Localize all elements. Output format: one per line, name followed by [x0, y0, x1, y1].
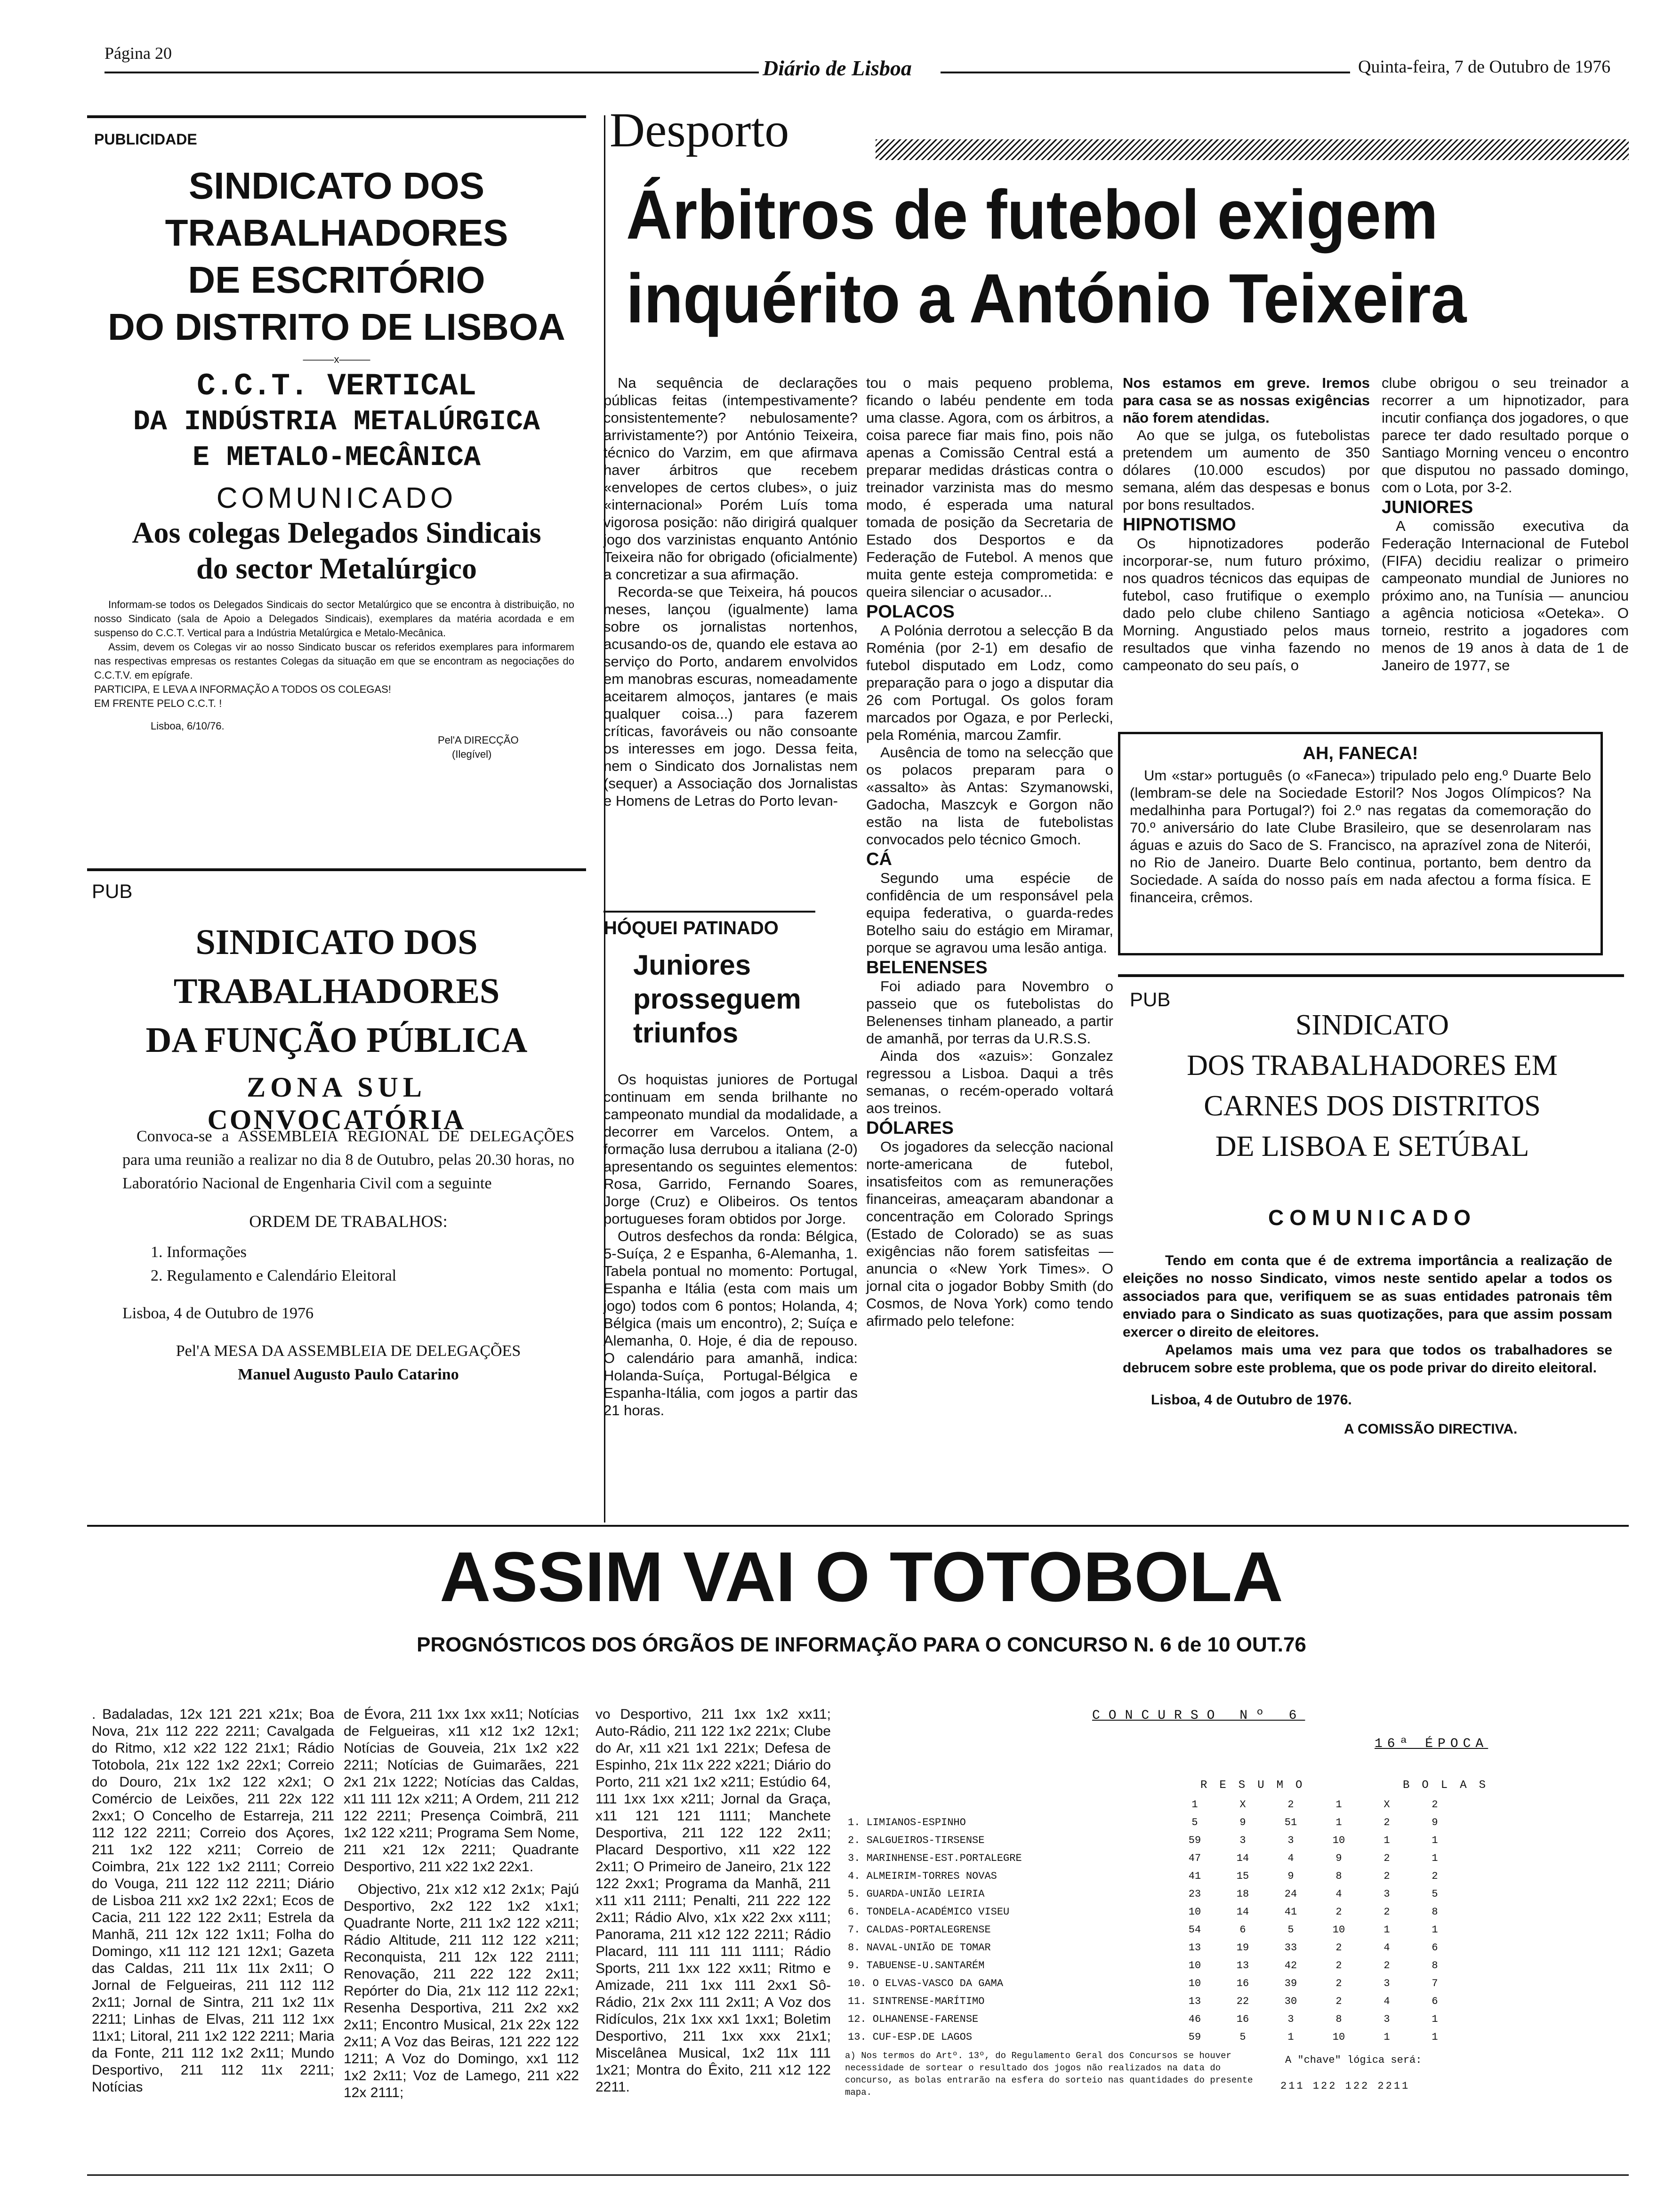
results-value: 10 — [1188, 1959, 1201, 1972]
results-value: 19 — [1236, 1941, 1249, 1954]
results-value: 4 — [1335, 1888, 1342, 1900]
results-value: 10 — [1332, 1923, 1345, 1936]
results-value: 2 — [1335, 1941, 1342, 1954]
chave-label: A "chave" lógica será: — [1285, 2054, 1422, 2066]
ad1-title — [89, 162, 584, 586]
results-value: 8 — [1335, 1870, 1342, 1882]
ad2-body — [122, 1125, 574, 1387]
results-header: 2 — [1432, 1798, 1438, 1811]
concurso-title: CONCURSO Nº 6 — [1092, 1708, 1305, 1723]
ad3-label: PUB — [1130, 988, 1171, 1010]
article-paragraph: Os hipnotizadores poderão incorporar-se, num futuro próximo, nos quadros técnicos das equipas de futebol, caso frutifique o exemplo dado pelo clube chileno Santiago Morning. Angustiado pelos maus resultados que vinha fazendo no campeonato do seu país, o — [1123, 535, 1370, 673]
totobola-col-2 — [344, 1706, 579, 2101]
hoquei-paragraph: Outros desfechos da ronda: Bélgica, 5-Suíça, 2 e Espanha, 6-Alemanha, 1. Tabela pontual no momento: Portugal, Espanha e Itália (esta com mais um jogo) todos com 6 pontos; Holanda, 4; Bélgica (mais um encontro), 2; Suíça e Alemanha, 0. Hoje, é dia de repouso. O calendário para amanhã, indica: Holanda-Suíça, Portugal-Bélgica e Espanha-Itália, com jogos a partir das 21 horas. — [603, 1228, 858, 1419]
totobola-top-rule — [87, 1525, 1629, 1527]
page-number: Página 20 — [105, 44, 172, 63]
results-value: 5 — [1239, 2031, 1246, 2043]
article-paragraph: Ao que se julga, os futebolistas pretendem um aumento de 350 dólares (10.000 escudos) por semana, além das despesas e bonus por bons resultados. — [1123, 427, 1370, 513]
ad3-body — [1123, 1252, 1612, 1438]
ad2-mesa: Pel'A MESA DA ASSEMBLEIA DE DELEGAÇÕES — [176, 1342, 521, 1360]
ad2-label: PUB — [92, 880, 133, 902]
article-paragraph: A comissão executiva da Federação Internacional de Futebol (FIFA) decidiu realizar o primeiro campeonato mundial de Juniores no próximo ano, na Tunísia — anunciou a agência noticiosa «Oeteka». O torneio, restrito a jogadores com menos de 19 anos à data de 1 de Janeiro de 1977, se — [1382, 518, 1629, 673]
ad3-signature: A COMISSÃO DIRECTIVA. — [1344, 1421, 1518, 1437]
ad1-title-line: DE ESCRITÓRIO — [188, 259, 485, 301]
results-match: 11. SINTRENSE-MARÍTIMO — [848, 1995, 985, 2007]
results-header: X — [1239, 1798, 1246, 1811]
results-value: 1 — [1384, 1834, 1390, 1846]
results-match: 8. NAVAL-UNIÃO DE TOMAR — [848, 1941, 991, 1954]
results-value: 18 — [1236, 1888, 1249, 1900]
article-paragraph: Ainda dos «azuis»: Gonzalez regressou a Lisboa. Daqui a três semanas, o recém-operado voltará aos treinos. — [866, 1048, 1113, 1116]
results-value: 8 — [1432, 1959, 1438, 1972]
results-value: 23 — [1188, 1888, 1201, 1900]
results-value: 16 — [1236, 1977, 1249, 1989]
results-body — [845, 1813, 1459, 2046]
results-value: 30 — [1284, 1995, 1297, 2007]
results-value: 1 — [1384, 2031, 1390, 2043]
ad2-signer: Manuel Augusto Paulo Catarino — [238, 1366, 459, 1383]
results-match: 5. GUARDA-UNIÃO LEIRIA — [848, 1888, 985, 1900]
subhead-juniores: JUNIORES — [1382, 497, 1473, 517]
results-value: 5 — [1287, 1923, 1294, 1936]
results-value: 3 — [1287, 2013, 1294, 2025]
results-value: 13 — [1188, 1995, 1201, 2007]
results-value: 5 — [1191, 1816, 1198, 1828]
results-row — [845, 1813, 1459, 1831]
hoquei-body — [603, 1071, 858, 1419]
results-value: 10 — [1332, 1834, 1345, 1846]
results-value: 16 — [1236, 2013, 1249, 2025]
results-value: 4 — [1384, 1941, 1390, 1954]
epoca-title: 16ª ÉPOCA — [1375, 1737, 1488, 1751]
results-value: 2 — [1335, 1995, 1342, 2007]
results-header: 1 — [1191, 1798, 1198, 1811]
results-header: 2 — [1287, 1798, 1294, 1811]
results-value: 2 — [1335, 1977, 1342, 1989]
results-value: 1 — [1432, 1834, 1438, 1846]
ad1-cct-line: DA INDÚSTRIA METALÚRGICA — [133, 406, 540, 438]
results-value: 9 — [1335, 1852, 1342, 1864]
hoquei-rule — [603, 911, 815, 913]
results-value: 1 — [1287, 2031, 1294, 2043]
headline-line: inquérito a António Teixeira — [626, 260, 1467, 337]
ad2-zona: ZONA SUL — [247, 1072, 426, 1103]
ad1-aos-line: Aos colegas Delegados Sindicais — [132, 516, 541, 549]
article-col-4 — [1382, 374, 1629, 674]
ad2-item: 2. Regulamento e Calendário Eleitoral — [151, 1267, 397, 1284]
results-value: 24 — [1284, 1888, 1297, 1900]
ad2-paragraph: Convoca-se a ASSEMBLEIA REGIONAL DE DELEGAÇÕES para uma reunião a realizar no dia 8 de Outubro, pelas 20.30 horas, no Laboratório Nacional de Engenharia Civil com a seguinte — [122, 1128, 574, 1192]
hoquei-label: HÓQUEI PATINADO — [603, 918, 779, 938]
ad1-signature: Pel'A DIRECÇÃO — [438, 734, 519, 746]
article-paragraph: Na sequência de declarações públicas feitas (intempestivamente? consistentemente? nebulosamente? arrivistamente?) por António Teixeira, técnico do Varzim, em que afirmava haver árbitros que recebem «envelopes de certos clubes», o juiz «internacional» Porém Luís toma vigorosa posição: não dirigirá qualquer jogo dos varzinistas enquanto António Teixeira não for obrigado (oficialmente) a concretizar a sua afirmação. — [603, 375, 858, 583]
results-value: 42 — [1284, 1959, 1297, 1972]
ad1-cct-line: E METALO-MECÂNICA — [192, 442, 481, 474]
ad2-header — [89, 918, 584, 1136]
ad3-title — [1120, 1005, 1624, 1167]
results-value: 13 — [1188, 1941, 1201, 1954]
results-header-row — [845, 1795, 1459, 1813]
results-value: 41 — [1284, 1906, 1297, 1918]
ad2-ordem: ORDEM DE TRABALHOS: — [249, 1212, 448, 1231]
totobola-subtitle: PROGNÓSTICOS DOS ÓRGÃOS DE INFORMAÇÃO PARA O CONCURSO N. 6 de 10 OUT.76 — [417, 1633, 1306, 1656]
results-row — [845, 1903, 1459, 1921]
results-value: 9 — [1432, 1816, 1438, 1828]
results-match: 10. O ELVAS-VASCO DA GAMA — [848, 1977, 1004, 1989]
ad2-title-line: SINDICATO DOS TRABALHADORES — [173, 922, 500, 1011]
results-value: 3 — [1384, 2013, 1390, 2025]
results-value: 33 — [1284, 1941, 1297, 1954]
results-value: 2 — [1335, 1906, 1342, 1918]
ad2-title-line: DA FUNÇÃO PÚBLICA — [145, 1020, 528, 1060]
faneca-title: AH, FANECA! — [1303, 744, 1418, 763]
subhead-ca: CÁ — [866, 850, 892, 869]
results-value: 59 — [1188, 2031, 1201, 2043]
results-value: 59 — [1188, 1834, 1201, 1846]
article-paragraph: clube obrigou o seu treinador a recorrer a um hipnotizador, para incutir confiança dos jogadores, o que parece ter dado resultado porque o Santiago Morning venceu o encontro que disputou no passado domingo, com o Lota, por 3-2. — [1382, 375, 1629, 496]
ad1-title-line: DO DISTRITO DE LISBOA — [108, 306, 565, 348]
results-value: 2 — [1432, 1870, 1438, 1882]
results-value: 6 — [1432, 1995, 1438, 2007]
results-match: 3. MARINHENSE-EST.PORTALEGRE — [848, 1852, 1022, 1864]
results-value: 41 — [1188, 1870, 1201, 1882]
results-value: 3 — [1384, 1977, 1390, 1989]
results-match: 7. CALDAS-PORTALEGRENSE — [848, 1923, 991, 1936]
article-paragraph: Segundo uma espécie de confidência de um responsável pela equipa federativa, o guarda-redes Botelho saiu do estágio em Miramar, porque se agravou uma lesão antiga. — [866, 870, 1113, 956]
results-header: X — [1384, 1798, 1390, 1811]
results-row — [845, 1921, 1459, 1939]
results-value: 1 — [1432, 1852, 1438, 1864]
results-value: 3 — [1384, 1888, 1390, 1900]
totobola-paragraph: de Évora, 211 1xx 1xx xx11; Notícias de Felgueiras, x11 x12 1x2 12x1; Notícias de Gouveia, 21x 1x2 x22 2211; Notícias de Guimarães, 221 2x1 21x 1222; Notícias das Caldas, x11 111 12x x211; A Ordem, 211 212 122 2211; Presença Coimbrã, 211 1x2 122 x211; Programa Sem Nome, 211 x21 12x 2211; Quadrante Desportivo, 211 x22 1x2 22x1. — [344, 1707, 579, 1875]
results-row — [845, 1992, 1459, 2010]
header-rule-right — [941, 72, 1350, 73]
results-match: 4. ALMEIRIM-TORRES NOVAS — [848, 1870, 997, 1882]
article-col-1 — [603, 374, 858, 809]
results-table-wrap — [845, 1795, 1480, 2046]
ad1-cct-line: C.C.T. VERTICAL — [196, 369, 477, 404]
ad1-paragraph: EM FRENTE PELO C.C.T. ! — [94, 697, 222, 709]
results-match: 13. CUF-ESP.DE LAGOS — [848, 2031, 973, 2043]
headline-line: Árbitros de futebol exigem — [626, 176, 1438, 254]
ad1-aos-line: do sector Metalúrgico — [196, 552, 477, 585]
hoquei-title-line: prosseguem — [633, 983, 801, 1015]
results-row — [845, 2028, 1459, 2046]
results-value: 9 — [1239, 1816, 1246, 1828]
results-value: 47 — [1188, 1852, 1201, 1864]
results-match: 6. TONDELA-ACADÉMICO VISEU — [848, 1906, 1010, 1918]
ad1-place-date: Lisboa, 6/10/76. — [151, 720, 225, 732]
results-value: 39 — [1284, 1977, 1297, 1989]
ad3-top-rule — [1118, 974, 1624, 977]
results-row — [845, 1849, 1459, 1867]
ad1-title-line: SINDICATO DOS TRABALHADORES — [165, 165, 508, 254]
results-value: 6 — [1432, 1941, 1438, 1954]
hoquei-title — [633, 948, 801, 1050]
article-paragraph: Recorda-se que Teixeira, há poucos meses, lançou (igualmente) lama sobre os jornalistas nortenhos, acusando-os de, quando ele estava ao serviço do Porto, andarem envolvidos em manobras escuras, nomeadamente aceitarem almoços, jantares (e mais qualquer coisa...) para fazerem críticas, favoráveis ou não consoante os interesses em jogo. Dessa feita, nem o Sindicato dos Jornalistas nem (sequer) a Associação dos Jornalistas e Homens de Letras do Porto levan- — [603, 584, 858, 809]
ad1-separator: ———x——— — [303, 353, 370, 365]
results-value: 3 — [1287, 1834, 1294, 1846]
bottom-border — [87, 2174, 1629, 2176]
results-row — [845, 1956, 1459, 1974]
article-paragraph: tou o mais pequeno problema, ficando o labéu pendente em toda uma classe. Agora, com os árbitros, a coisa parece fiar mais fino, pois não apenas a Comissão Central está a preparar medidas drásticas contra o treinador varzinista mas do mesmo modo, é esperada uma natural tomada de posição da Secretaria de Estado dos Desportos e da Federação de Futebol. A menos que muita gente esteja comprometida: e queira silenciar o acusador... — [866, 375, 1113, 600]
results-row — [845, 1885, 1459, 1903]
results-row — [845, 2010, 1459, 2028]
ad2-item: 1. Informações — [151, 1243, 247, 1261]
results-row — [845, 1974, 1459, 1992]
bolas-label: BOLAS — [1403, 1779, 1498, 1792]
totobola-col-1: . Badaladas, 12x 121 221 x21x; Boa Nova, 21x 112 222 2211; Cavalgada do Ritmo, x12 x22 122 21x1; Rádio Totobola, 21x 122 1x2 22x1; Correio do Douro, 21x 1x2 122 x2x1; O Comércio de Leixões, 211 22x 122 2xx1; O Concelho de Estarreja, 211 112 122 2211; Correio dos Açores, 211 1x2 122 x211; Correio de Coimbra, 21x 122 1x2 2111; Correio do Vouga, 211 122 112 2211; Diário de Lisboa 211 xx2 1x2 22x1; Ecos de Cacia, 211 122 122 2x11; Estrela da Manhã, 211 12x 122 1x11; Folha do Domingo, x11 112 121 12x1; Gazeta das Caldas, 211 11x 11x 2x11; O Jornal de Felgueiras, 211 112 112 2x11; Jornal de Sintra, 211 1x2 11x 2211; Linhas de Elvas, 211 112 1xx 11x1; Litoral, 211 1x2 122 2211; Maria da Fonte, 211 112 1x2 2x11; Mundo Desportivo, 211 112 11x 2211; Notícias — [92, 1707, 334, 2095]
regulation-note: a) Nos termos do Artº. 13º, do Regulamento Geral dos Concursos se houver necessidade de sortear o resultado dos jogos não realizados na data do concurso, as bolas entrarão na esfera do sorteio nas quantidades do presente mapa. — [845, 2051, 1253, 2098]
ad1-body — [94, 598, 574, 761]
ad3-title-line: SINDICATO — [1295, 1009, 1449, 1041]
article-paragraph: Ausência de tomo na selecção que os polacos preparam para o «assalto» às Antas: Szymanowski, Gadocha, Maszcyk e Gorgon não estão na lista de futebolistas convocados pelo técnico Gmoch. — [866, 744, 1113, 848]
header-date: Quinta-feira, 7 de Outubro de 1976 — [1358, 57, 1611, 77]
ad3-title-line: DE LISBOA E SETÚBAL — [1215, 1130, 1529, 1162]
ad3-title-line: DOS TRABALHADORES EM — [1187, 1050, 1558, 1082]
ad2-top-rule — [87, 868, 586, 871]
subhead-polacos: POLACOS — [866, 602, 955, 622]
results-value: 4 — [1384, 1995, 1390, 2007]
ad1-signature: (Ilegível) — [452, 748, 492, 760]
results-value: 1 — [1432, 2013, 1438, 2025]
results-value: 2 — [1384, 1816, 1390, 1828]
results-value: 6 — [1239, 1923, 1246, 1936]
results-value: 3 — [1239, 1834, 1246, 1846]
results-value: 8 — [1335, 2013, 1342, 2025]
results-value: 51 — [1284, 1816, 1297, 1828]
results-value: 1 — [1384, 1923, 1390, 1936]
hoquei-title-line: triunfos — [633, 1017, 739, 1049]
article-col-3 — [1123, 374, 1370, 674]
results-value: 4 — [1287, 1852, 1294, 1864]
faneca-box — [1118, 732, 1603, 955]
section-title: Desporto — [610, 103, 789, 157]
results-row — [845, 1831, 1459, 1849]
article-paragraph: Nos estamos em greve. Iremos para casa se as nossas exigências não forem atendidas. — [1123, 375, 1370, 426]
results-value: 10 — [1332, 2031, 1345, 2043]
article-paragraph: Os jogadores da selecção nacional norte-americana de futebol, insatisfeitos com as remunerações financeiras, ameaçaram abandonar a concentração em Colorado Springs (Estado de Colorado) se as suas exigências não forem satisfeitas — anuncia o «New York Times». O jornal cita o jogador Bobby Smith (do Cosmos, de Nova York) como tendo afirmado pelo telefone: — [866, 1138, 1113, 1329]
results-value: 46 — [1188, 2013, 1201, 2025]
results-value: 22 — [1236, 1995, 1249, 2007]
results-value: 9 — [1287, 1870, 1294, 1882]
masthead: Diário de Lisboa — [763, 56, 912, 80]
ad2-convocatoria: CONVOCATÓRIA — [207, 1104, 466, 1135]
totobola-title: ASSIM VAI O TOTOBOLA — [440, 1537, 1283, 1616]
results-row — [845, 1939, 1459, 1956]
results-value: 54 — [1188, 1923, 1201, 1936]
results-header: 1 — [1335, 1798, 1342, 1811]
ad3-paragraph: Tendo em conta que é de extrema importância a realização de eleições no nosso Sindicato, vimos neste sentido apelar a todos os associados para que, verifiquem se as suas entidades patronais têm enviado para o Sindicato as suas quotizações, para que assim possam exercer o direito de eleitores. — [1123, 1253, 1612, 1340]
results-row — [845, 1867, 1459, 1885]
totobola-paragraph: Objectivo, 21x x12 x12 2x1x; Pajú Desportivo, 2x2 122 1x2 x1x1; Quadrante Norte, 211 1x2 122 x211; Rádio Altitude, 211 112 122 x211; Reconquista, 211 12x 122 2111; Renovação, 211 222 122 2x11; Repórter do Dia, 21x 112 112 22x1; Resenha Desportiva, 211 2x2 xx2 2x11; Encontro Musical, 21x 22x 122 2x11; A Voz das Beiras, 121 222 122 1211; A Voz do Domingo, xx1 112 1x2 2x11; Voz de Lamego, 211 x22 12x 2111; — [344, 1882, 579, 2100]
subhead-dolares: DÓLARES — [866, 1118, 954, 1138]
hoquei-title-line: Juniores — [633, 949, 751, 981]
header-rule-left — [105, 72, 759, 73]
ad3-comunicado: COMUNICADO — [1268, 1205, 1476, 1230]
article-paragraph: A Polónia derrotou a selecção B da Roménia (por 2-1) em desafio de futebol disputado em Lodz, como preparação para o jogo a disputar dia 26 com Portugal. Os golos foram marcados por Ogaza, e por Perlecki, pela Roménia, marcou Zamfir. — [866, 622, 1113, 743]
results-value: 1 — [1335, 1816, 1342, 1828]
ad1-paragraph: Assim, devem os Colegas vir ao nosso Sindicato buscar os referidos exemplares para informarem nas respectivas empresas os restantes Colegas da situação em que se encontram as negociações do C.C.T.V. em epígrafe. — [94, 641, 574, 681]
article-paragraph: Foi adiado para Novembro o passeio que os futebolistas do Belenenses tinham planeado, a partir de amanhã, por terras da U.R.S.S. — [866, 978, 1113, 1047]
chave-value: 211 122 122 2211 — [1280, 2080, 1410, 2092]
resumo-label: RESUMO — [1200, 1779, 1315, 1792]
results-value: 13 — [1236, 1959, 1249, 1972]
results-value: 2 — [1384, 1870, 1390, 1882]
results-value: 8 — [1432, 1906, 1438, 1918]
ad1-comunicado: COMUNICADO — [216, 482, 457, 514]
article-col-2 — [866, 374, 1113, 1330]
results-value: 1 — [1432, 2031, 1438, 2043]
hoquei-paragraph: Os hoquistas juniores de Portugal continuam em senda brilhante no campeonato mundial da modalidade, a decorrer em Varcelos. Ontem, a formação lusa derrubou a italiana (2-0) apresentando os seguintes elementos: Rosa, Garrido, Fernando Soares, Jorge (Cruz) e Olibeiros. Os tentos portugueses foram obtidos por Jorge. — [603, 1071, 858, 1227]
results-value: 14 — [1236, 1852, 1249, 1864]
results-match: 2. SALGUEIROS-TIRSENSE — [848, 1834, 985, 1846]
results-match: 9. TABUENSE-U.SANTARÉM — [848, 1959, 985, 1972]
results-match: 12. OLHANENSE-FARENSE — [848, 2013, 979, 2025]
ad1-paragraph: PARTICIPA, E LEVA A INFORMAÇÃO A TODOS OS COLEGAS! — [94, 683, 391, 695]
ad1-label: PUBLICIDADE — [94, 131, 197, 148]
section-hatch — [876, 139, 1629, 160]
results-value: 2 — [1384, 1959, 1390, 1972]
ad3-title-line: CARNES DOS DISTRITOS — [1204, 1090, 1541, 1122]
results-value: 15 — [1236, 1870, 1249, 1882]
results-value: 10 — [1188, 1977, 1201, 1989]
results-value: 5 — [1432, 1888, 1438, 1900]
results-value: 2 — [1335, 1959, 1342, 1972]
subhead-belenenses: BELENENSES — [866, 958, 988, 978]
results-value: 2 — [1384, 1906, 1390, 1918]
results-table — [845, 1795, 1459, 2046]
faneca-body: Um «star» português (o «Faneca») tripulado pelo eng.º Duarte Belo (lembram-se dele na Sociedade Estoril? Nos Jogos Olímpicos? Na medalhinha para Portugal?) foi 2.º nas regatas da comemoração do 70.º aniversário do Iate Clube Brasileiro, que se desenrolaram nas águas e azuis do Saco de S. Francisco, na aprazível zona de Niterói, no Rio de Janeiro. Duarte Belo continua, portanto, bem dentro da Sociedade. A saída do nosso país em nada afectou a forma física. E financeira, crêmos. — [1130, 767, 1591, 906]
totobola-col-3: vo Desportivo, 211 1xx 1x2 xx11; Auto-Rádio, 211 122 1x2 221x; Clube do Ar, x11 x21 1x1 221x; Defesa de Espinho, 21x 11x 222 x221; Diário do Porto, 211 x21 1x2 x211; Estúdio 64, 111 1xx 1xx x211; Jornal da Graça, x11 121 121 1111; Manchete Desportiva, 211 122 122 2x11; Placard Desportivo, x11 x22 122 2x11; O Primeiro de Janeiro, 21x 122 122 2xx1; Programa da Manhã, 211 x11 x11 2111; Penalti, 211 222 122 2x11; Rádio Alvo, x1x x22 2xx x111; Panorama, 211 x12 122 2211; Rádio Placard, 111 111 111 1111; Rádio Sports, 211 1xx 122 xx11; Ritmo e Amizade, 211 1xx 111 2xx1 Sô-Rádio, 21x 2xx 111 2x11; A Voz dos Ridículos, 21x 1xx xx1 1xx1; Boletim Desportivo, 211 1xx xxx 21x1; Miscelânea Musical, 1x2 11x 111 1x21; Montra do Êxito, 211 x12 122 2211. — [595, 1707, 831, 2095]
ad3-paragraph: Apelamos mais uma vez para que todos os trabalhadores se debrucem sobre este problema, que os pode privar do direito eleitoral. — [1123, 1342, 1612, 1376]
results-value: 7 — [1432, 1977, 1438, 1989]
results-match: 1. LIMIANOS-ESPINHO — [848, 1816, 966, 1828]
results-value: 10 — [1188, 1906, 1201, 1918]
ad3-date: Lisboa, 4 de Outubro de 1976. — [1151, 1392, 1352, 1408]
results-value: 2 — [1384, 1852, 1390, 1864]
ad1-paragraph: Informam-se todos os Delegados Sindicais do sector Metalúrgico que se encontra à distribuição, no nosso Sindicato (sala de Apoio a Delegados Sindicais), exemplares da matéria acordada e em suspenso do C.C.T. Vertical para a Indústria Metalúrgica e Metalo-Mecânica. — [94, 599, 574, 639]
ad1-top-rule — [87, 115, 586, 118]
headline — [626, 173, 1466, 341]
subhead-hipnotismo: HIPNOTISMO — [1123, 515, 1236, 535]
results-value: 1 — [1432, 1923, 1438, 1936]
ad2-date: Lisboa, 4 de Outubro de 1976 — [122, 1305, 314, 1322]
results-value: 14 — [1236, 1906, 1249, 1918]
